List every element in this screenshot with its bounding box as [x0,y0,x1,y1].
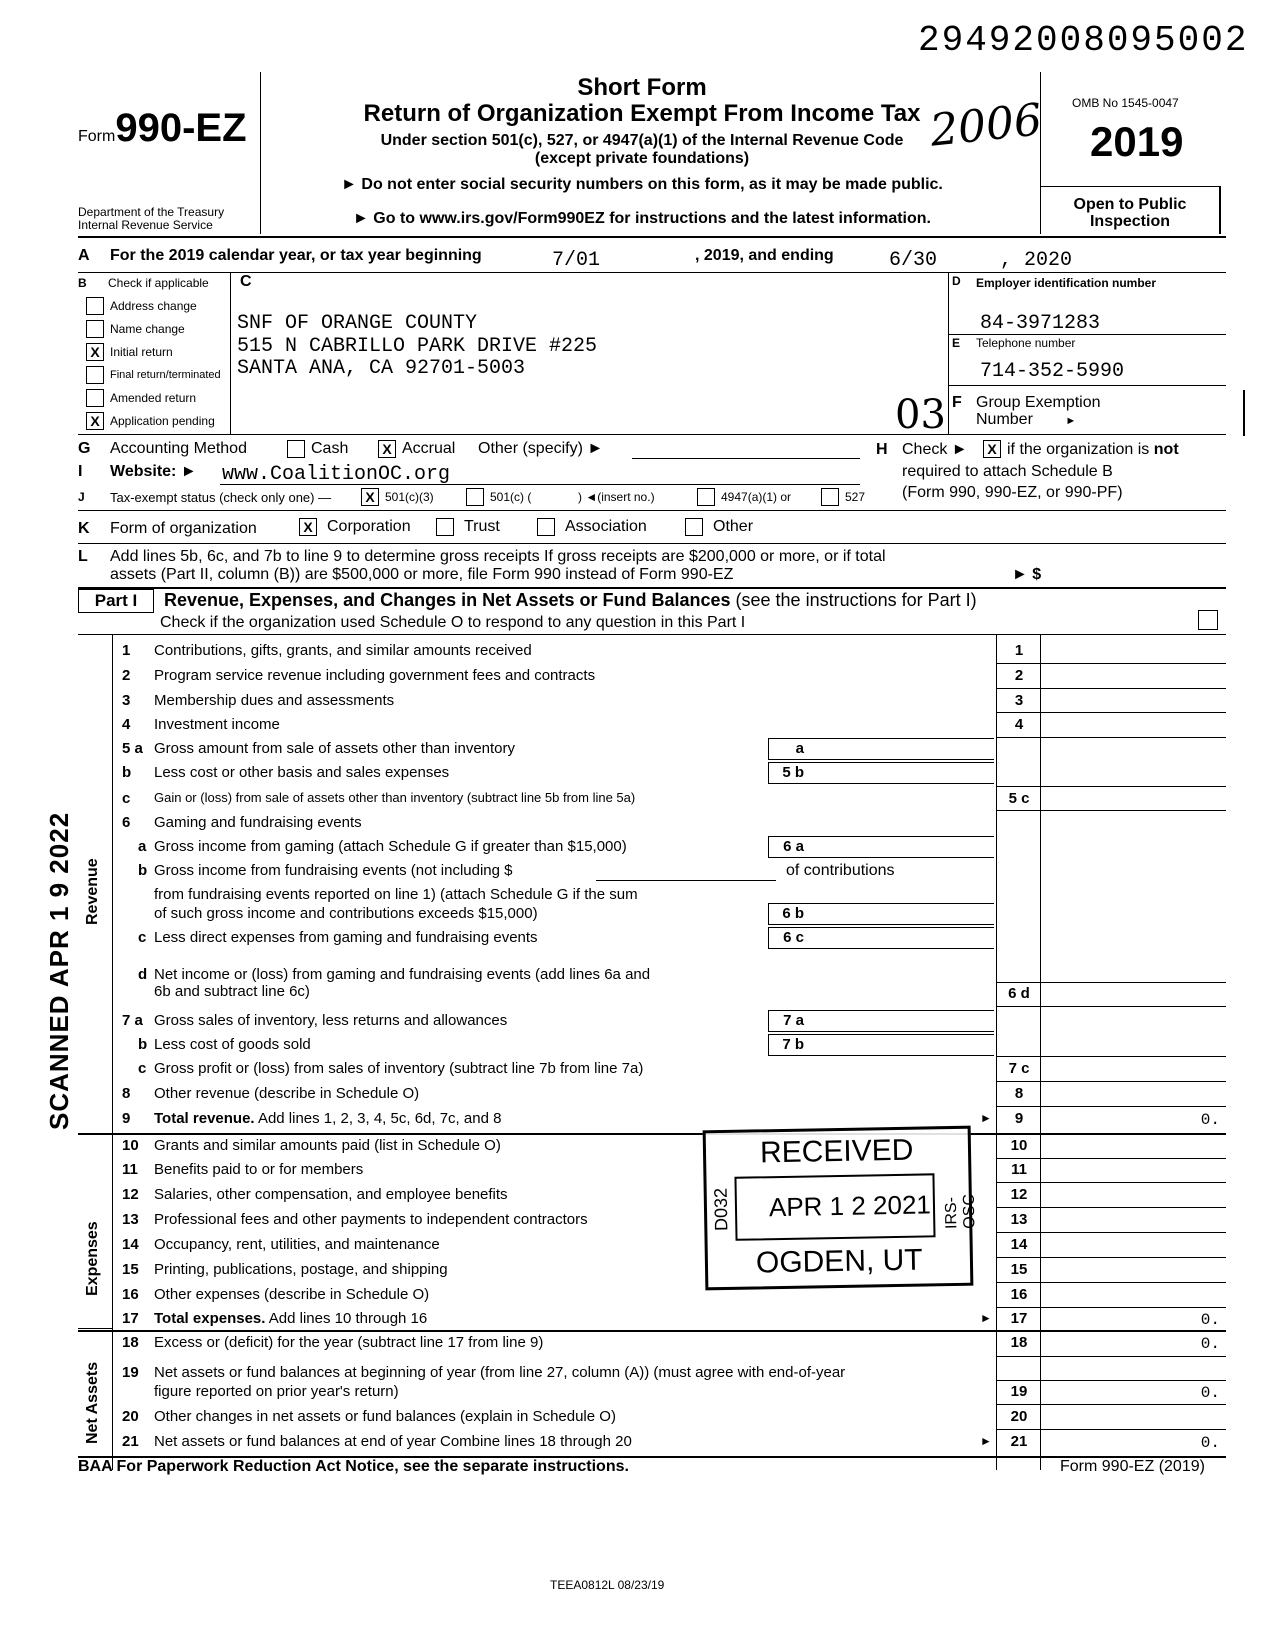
line-description: Program service revenue including government fees and contracts [154,667,596,684]
organization-address[interactable]: 515 N CABRILLO PARK DRIVE #225 [237,335,598,358]
form-number-block [78,106,247,151]
4947-label: 4947(a)(1) or [721,490,792,504]
tax-year-begin[interactable]: 7/01 [552,249,601,272]
initial-return-checkbox[interactable]: X [86,343,104,361]
line-box-number: 14 [1010,1236,1028,1253]
line-amount[interactable]: 0. [1200,1434,1220,1452]
group-exemption-line-1: Group Exemption [976,394,1101,411]
address-change-checkbox[interactable] [86,297,104,315]
line-number: a [138,838,147,855]
line-6a-row [0,836,1288,861]
line-5b-field[interactable] [808,762,994,784]
line-number: 11 [122,1161,138,1178]
ein-value[interactable]: 84-3971283 [980,312,1101,335]
line-number: 2 [122,667,131,684]
part1-title-suffix: (see the instructions for Part I) [735,590,977,610]
line-h-text-3: (Form 990, 990-EZ, or 990-PF) [902,484,1123,501]
line-number: 19 [122,1364,139,1381]
tax-exempt-status-label: Tax-exempt status (check only one) — [110,490,332,505]
dept-line-2: Internal Revenue Service [78,218,213,232]
line-description: Gaming and fundraising events [154,814,362,831]
line-4-row [0,714,1288,739]
line-10-row [0,1135,1288,1160]
line-description: Salaries, other compensation, and employee benefits [154,1186,508,1203]
document-locator-number: 29492008095002 [918,20,1249,61]
line-amount[interactable]: 0. [1200,1335,1220,1353]
line-g-label: G [78,440,91,457]
final-return-label: Final return/terminated [110,369,221,381]
line-k-label: K [78,520,90,537]
organization-city[interactable]: SANTA ANA, CA 92701-5003 [237,357,526,380]
total-revenue-label: Total revenue. [154,1110,255,1127]
line-h-check-label: Check ► [902,441,968,458]
part1-title-main: Revenue, Expenses, and Changes in Net Assets or Fund Balances [164,590,731,610]
form-number: 990-EZ [115,106,247,150]
line-13-row [0,1209,1288,1234]
line-box-number: 20 [1010,1408,1028,1425]
line-number: 3 [122,692,131,709]
section-b-title: Check if applicable [108,276,209,290]
received-stamp [703,1126,979,1291]
line-box-number: 19 [1010,1383,1028,1400]
handwritten-code: 03 [895,392,946,438]
line-21-row [0,1431,1288,1456]
line-l-text-2: assets (Part II, column (B)) are $500,000 or more, file Form 990 instead of Form 990-EZ [110,566,734,583]
line-number: 20 [122,1408,139,1425]
line-1-row [0,640,1288,665]
omb-number: OMB No 1545-0047 [1072,96,1179,110]
line-7a-box: 7 a [768,1010,808,1032]
501c-checkbox[interactable] [466,488,484,506]
part1-tag: Part I [78,589,154,613]
line-description: Gross sales of inventory, less returns and allowances [154,1012,508,1029]
line-box-number: 18 [1010,1334,1028,1351]
gross-receipts-arrow: ► $ [1012,566,1042,583]
line-6b-contributions-label: of contributions [786,862,895,879]
line-number: c [138,1060,147,1077]
line-number: c [122,790,131,807]
line-6-row [0,812,1288,837]
received-city: OGDEN, UT [755,1243,923,1280]
line-number: b [122,764,132,781]
received-label: RECEIVED [759,1133,914,1170]
line-description: Gain or (loss) from sale of assets other than inventory (subtract line 5b from line 5a) [154,790,636,805]
line-box-number: 4 [1014,716,1024,733]
line-l-text-1: Add lines 5b, 6c, and 7b to line 9 to determine gross receipts If gross receipts are $200,000 or more, or if total [110,548,886,565]
line-6a-box: 6 a [768,836,808,858]
line-description: Benefits paid to or for members [154,1161,364,1178]
line-number: 16 [122,1286,139,1303]
line-5b-row [0,762,1288,787]
line-box-number: 2 [1014,667,1024,684]
line-number: b [138,862,148,879]
line-number: 6 [122,814,131,831]
line-number: 4 [122,716,131,733]
line-amount[interactable]: 0. [1200,1384,1220,1402]
line-number: 1 [122,642,131,659]
form-title-short: Short Form [577,74,707,101]
line-box-number: 5 c [1008,790,1030,807]
line-7b-field[interactable] [808,1034,994,1056]
schedule-o-checkbox[interactable] [1198,610,1218,630]
total-expenses-amount[interactable]: 0. [1200,1311,1220,1329]
line-description: Gross income from fundraising events (not including $ [154,862,513,879]
line-number: 9 [122,1110,131,1127]
arrow-icon: ► [980,1111,992,1125]
line-description: Net assets or fund balances at beginning of year (from line 27, column (A)) (must agree with end-of-year [154,1364,846,1381]
line-description: Other changes in net assets or fund balances (explain in Schedule O) [154,1408,616,1425]
amended-return-label: Amended return [110,391,197,405]
section-e-label: E [952,336,961,350]
form-subtitle-2: (except private foundations) [534,150,750,167]
open-to-public [1040,196,1220,230]
application-pending-label: Application pending [110,414,215,428]
open-public-line-2: Inspection [1089,213,1170,230]
open-public-line-1: Open to Public [1073,196,1187,213]
line-box-number: 17 [1010,1310,1028,1327]
line-18-row [0,1332,1288,1357]
organization-name[interactable]: SNF OF ORANGE COUNTY [237,312,478,335]
form-prefix: Form [78,128,116,145]
corporation-checkbox[interactable]: X [299,518,317,536]
line-number: d [138,966,148,983]
line-box-number: 7 c [1008,1060,1030,1077]
line-box-number: 16 [1010,1286,1028,1303]
name-change-checkbox[interactable] [86,320,104,338]
line-7a-field[interactable] [808,1010,994,1032]
line-box-number: 6 d [1008,985,1030,1002]
line-description: Less cost of goods sold [154,1036,311,1053]
final-return-checkbox[interactable] [86,366,104,384]
received-left-code: D032 [710,1187,732,1232]
line-h-text-2: required to attach Schedule B [902,463,1113,480]
line-5a-row [0,738,1288,763]
line-h-not: not [1153,441,1179,458]
line-box-number: 9 [1014,1110,1024,1127]
line-7b-box: 7 b [768,1034,808,1056]
line-description: Less direct expenses from gaming and fundraising events [154,929,538,946]
501c-label: 501(c) ( [490,490,532,504]
line-14-row [0,1234,1288,1259]
501c-insert-label: ) ◄(insert no.) [578,490,655,504]
line-7a-row [0,1010,1288,1035]
section-f-label: F [952,394,962,411]
section-c-label: C [240,273,252,290]
total-revenue-amount[interactable]: 0. [1200,1111,1220,1129]
cash-label: Cash [311,440,349,457]
form-of-organization-label: Form of organization [110,520,257,537]
line-11-row [0,1159,1288,1184]
telephone-value[interactable]: 714-352-5990 [980,360,1125,383]
tax-year-end[interactable]: 6/30 [889,249,938,272]
line-description: Gross profit or (loss) from sales of inventory (subtract line 7b from line 7a) [154,1060,644,1077]
line-box-number: 11 [1011,1161,1027,1178]
line-a-label: A [78,247,90,264]
line-description: Investment income [154,716,280,733]
paperwork-notice: BAA For Paperwork Reduction Act Notice, see the separate instructions. [78,1458,629,1475]
tax-year: 2019 [1090,118,1184,165]
line-number: 8 [122,1085,131,1102]
website-value[interactable]: www.CoalitionOC.org [222,463,451,486]
line-5b-box: 5 b [768,762,808,784]
line-5a-box: a [768,738,808,760]
line-description: Other revenue (describe in Schedule O) [154,1085,420,1102]
line-description: Excess or (deficit) for the year (subtract line 17 from line 9) [154,1334,544,1351]
line-number: 18 [122,1334,139,1351]
501c3-label: 501(c)(3) [385,490,434,504]
group-exemption-arrow: ► [1065,415,1077,427]
527-checkbox[interactable] [821,488,839,506]
association-label: Association [565,518,647,535]
line-6c-box: 6 c [768,927,808,949]
line-6b-field[interactable] [808,903,994,925]
total-expenses-instruction: Add lines 10 through 16 [268,1310,428,1327]
line-box-number: 15 [1010,1261,1028,1278]
group-exemption-title [976,394,1101,430]
line-20-row [0,1406,1288,1431]
line-5a-field[interactable] [808,738,994,760]
line-description: Less cost or other basis and sales expenses [154,764,450,781]
ein-title: Employer identification number [976,276,1157,290]
arrow-icon: ► [980,1311,992,1325]
line-h-text-1b: if the organization is [1007,441,1150,458]
other-org-checkbox[interactable] [685,518,703,536]
line-19-row-2 [0,1381,1288,1406]
telephone-title: Telephone number [976,336,1076,350]
line-6c-field[interactable] [808,927,994,949]
line-description: Other expenses (describe in Schedule O) [154,1286,430,1303]
line-i-label: I [78,463,83,480]
handwritten-year: 2006 [927,94,1045,157]
line-description: 6b and subtract line 6c) [154,983,310,1000]
line-8-row [0,1083,1288,1108]
arrow-icon: ► [980,1434,992,1448]
form-footer-ref: Form 990-EZ (2019) [1060,1458,1205,1475]
trust-label: Trust [464,518,500,535]
line-6b-row-3 [0,903,1288,928]
application-pending-checkbox[interactable]: X [86,412,104,430]
line-description: Professional fees and other payments to independent contractors [154,1211,588,1228]
line-j-label: J [78,490,85,504]
line-h-text-1 [1007,441,1179,459]
address-change-label: Address change [110,299,197,313]
department-label [78,206,224,232]
line-description [154,1310,427,1327]
line-number: 13 [122,1211,139,1228]
501c3-checkbox[interactable]: X [361,488,379,506]
scanned-stamp: SCANNED APR 1 9 2022 [44,811,74,1130]
line-box-number: 1 [1014,642,1024,659]
accrual-label: Accrual [402,440,456,457]
line-15-row [0,1259,1288,1284]
line-a-text: For the 2019 calendar year, or tax year beginning [110,247,482,264]
other-method-label: Other (specify) ► [478,440,604,457]
line-box-number: 21 [1010,1433,1028,1450]
form-title: Return of Organization Exempt From Income Tax [363,100,921,127]
line-16-row [0,1284,1288,1309]
4947-checkbox[interactable] [697,488,715,506]
line-box-number: 13 [1010,1211,1028,1228]
line-description: Printing, publications, postage, and shipping [154,1261,448,1278]
line-number: 14 [122,1236,139,1253]
line-description: of such gross income and contributions exceeds $15,000) [154,905,538,922]
corporation-label: Corporation [327,518,411,535]
section-b-label: B [78,276,87,290]
line-7c-row [0,1058,1288,1083]
group-exemption-line-2: Number [976,411,1033,428]
software-code: TEEA0812L 08/23/19 [550,1578,665,1592]
line-number: 21 [122,1433,139,1450]
line-l-label: L [78,548,88,565]
accounting-method-label: Accounting Method [110,440,247,457]
line-number: 15 [122,1261,139,1278]
line-number: 12 [122,1186,139,1203]
tax-year-end-year: , 2020 [1000,249,1073,272]
part1-title [164,590,977,611]
line-description: figure reported on prior year's return) [154,1383,399,1400]
line-6d-row-2 [0,981,1288,1006]
line-6c-row [0,927,1288,952]
instructions-notice: ► Go to www.irs.gov/Form990EZ for instructions and the latest information. [353,210,931,227]
line-description: Contributions, gifts, grants, and similar amounts received [154,642,532,659]
line-description: Net income or (loss) from gaming and fundraising events (add lines 6a and [154,966,651,983]
amended-return-checkbox[interactable] [86,389,104,407]
line-number: 5 a [122,740,143,757]
website-label: Website: ► [110,463,197,480]
section-d-label: D [952,274,961,288]
line-6a-field[interactable] [808,836,994,858]
line-h-label: H [876,441,888,458]
form-subtitle: Under section 501(c), 527, or 4947(a)(1) of the Internal Revenue Code [380,132,904,149]
line-9-row [0,1108,1288,1133]
line-description: Gross amount from sale of assets other than inventory [154,740,516,757]
line-box-number: 8 [1014,1085,1024,1102]
line-a-mid: , 2019, and ending [695,247,834,264]
accrual-checkbox[interactable]: X [378,440,396,458]
line-description [154,1110,501,1127]
line-number: b [138,1036,148,1053]
line-box-number: 10 [1010,1137,1028,1154]
line-2-row [0,665,1288,690]
line-description: Membership dues and assessments [154,692,395,709]
line-6b-row [0,860,1288,885]
line-description: Gross income from gaming (attach Schedule G if greater than $15,000) [154,838,627,855]
dept-line-1: Department of the Treasury [78,205,225,219]
line-box-number: 3 [1014,692,1024,709]
schedule-b-checkbox[interactable]: X [983,440,1001,458]
other-org-label: Other [713,518,754,535]
initial-return-label: Initial return [110,345,173,359]
revenue-side-label: Revenue [84,858,101,925]
line-number: 17 [122,1310,139,1327]
line-number: c [138,929,147,946]
expenses-side-label: Expenses [84,1221,101,1296]
line-box-number: 12 [1010,1186,1028,1203]
ssn-notice: ► Do not enter social security numbers on this form, as it may be made public. [341,176,943,193]
total-expenses-label: Total expenses. [154,1310,266,1327]
name-change-label: Name change [110,322,185,336]
association-checkbox[interactable] [537,518,555,536]
received-date: APR 1 2 2021 [768,1189,932,1223]
line-description: from fundraising events reported on line 1) (attach Schedule G if the sum [154,886,638,903]
cash-checkbox[interactable] [287,440,305,458]
527-label: 527 [845,490,866,504]
line-number: 7 a [122,1012,143,1029]
trust-checkbox[interactable] [436,518,454,536]
line-6b-box: 6 b [768,903,808,925]
total-revenue-instruction: Add lines 1, 2, 3, 4, 5c, 6d, 7c, and 8 [257,1110,502,1127]
line-12-row [0,1184,1288,1209]
line-description: Net assets or fund balances at end of year Combine lines 18 through 20 [154,1433,632,1450]
net-assets-side-label: Net Assets [84,1361,101,1444]
line-description: Grants and similar amounts paid (list in Schedule O) [154,1137,501,1154]
received-right-code: IRS-OSC [942,1193,979,1230]
line-number: 10 [122,1137,139,1154]
line-description: Occupancy, rent, utilities, and maintenance [154,1236,440,1253]
schedule-o-text: Check if the organization used Schedule O to respond to any question in this Part I [160,614,746,631]
